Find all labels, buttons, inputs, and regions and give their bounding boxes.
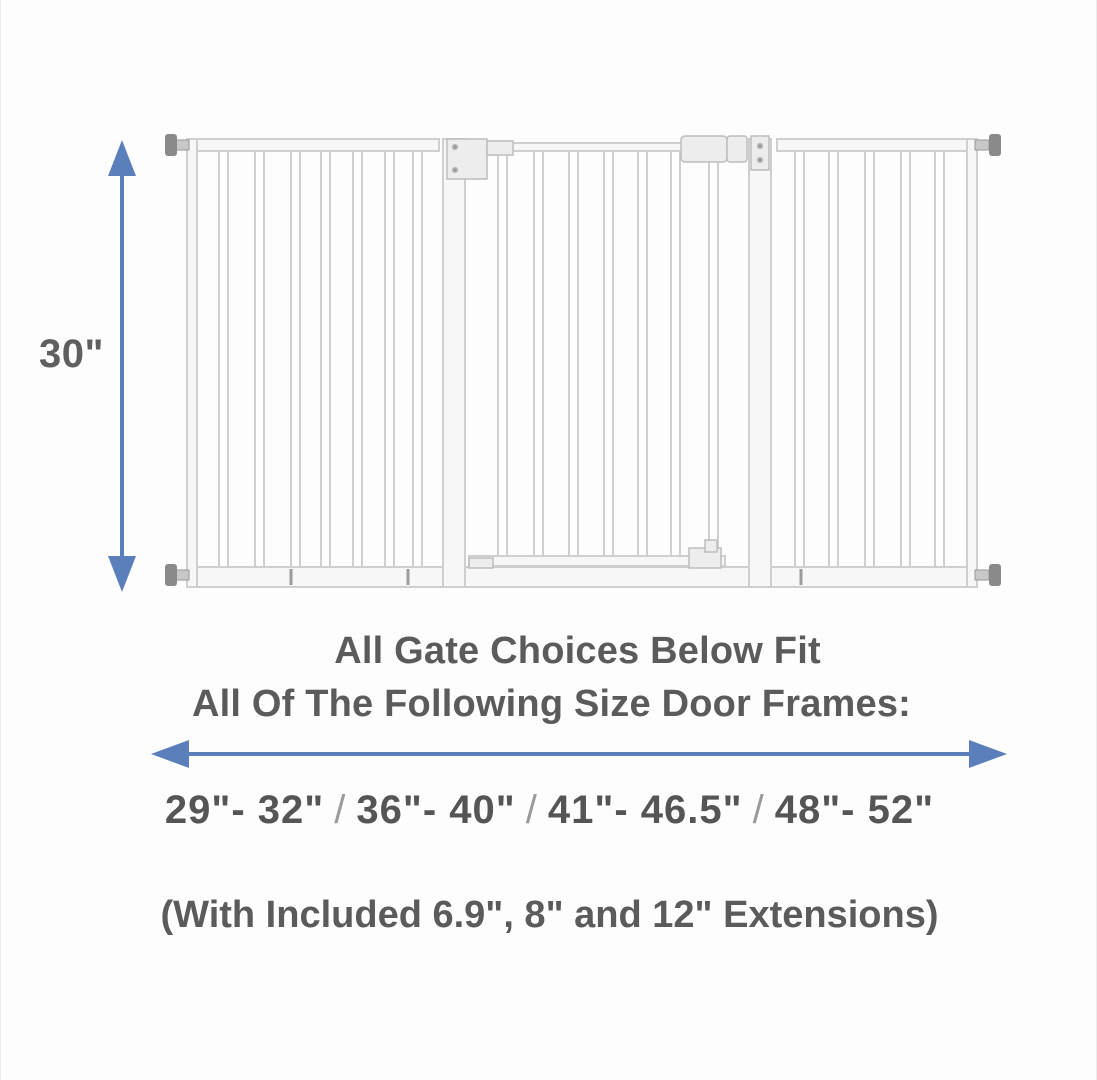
size-separator: / [752, 788, 765, 832]
knob-icon [975, 134, 1001, 156]
size-range: 41"- 46.5" [547, 788, 743, 832]
gate-frame [187, 139, 977, 587]
size-range: 48"- 52" [774, 788, 935, 832]
size-separator: / [334, 788, 347, 832]
extensions-note: (With Included 6.9", 8" and 12" Extensions) [160, 894, 939, 936]
double-arrow-vertical-icon [108, 140, 136, 592]
size-range: 36"- 40" [356, 788, 516, 832]
size-range: 29"- 32" [164, 788, 325, 832]
height-label: 30" [39, 332, 104, 376]
gate-bars-door [498, 151, 718, 556]
size-separator: / [525, 788, 538, 832]
gate-bars-left [219, 151, 422, 567]
headline-line-2: All Of The Following Size Door Frames: [191, 683, 912, 725]
knob-icon [975, 564, 1001, 586]
double-arrow-horizontal-icon [151, 740, 1007, 768]
knob-icon [165, 134, 189, 156]
size-ranges [1, 788, 1097, 833]
gate-bars-right [795, 151, 944, 567]
headline-line-1: All Gate Choices Below Fit [334, 630, 821, 672]
knob-icon [165, 564, 189, 586]
